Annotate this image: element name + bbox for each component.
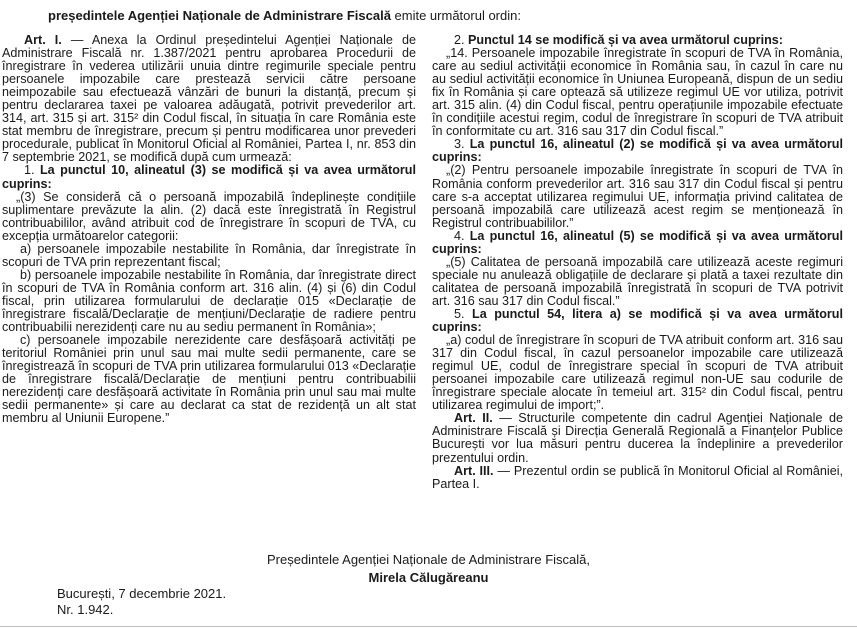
point-5-heading [432,308,843,334]
article-3-text: — Prezentul ordin se publică în Monitorul Oficial al României, Partea I. [432,463,844,491]
article-1-text: — Anexa la Ordinul președintelui Agenției Naționale de Administrare Fiscală nr. 1.387/2021 pentru aprobarea Procedurii de înregistrare în vederea utilizării unuia dintre regimurile speciale pentru persoanele impozabile care prestează servicii către persoane neimpozabile sau efectuează vânzări de bunuri la distanță, precum și pentru declararea taxei pe valoarea adăugată, potrivit prevederilor art. 314, art. 315 și art. 315² din Codul fiscal, în situația în care România este stat membru de înregistrare, precum și pentru modificarea unor prevederi procedurale, publicat în Monitorul Oficial al României, Partea I, nr. 853 din 7 septembrie 2021, se modifică după cum urmează: [2,33,416,165]
place-date: București, 7 decembrie 2021. [57,586,227,601]
bottom-divider [0,626,857,627]
article-3-label: Art. III. [454,463,494,478]
point-4-heading [432,230,843,256]
point-3-heading [432,138,843,164]
item-a: a) persoanele impozabile nestabilite în România, dar înregistrate în scopuri de TVA prin reprezentant fiscal; [2,241,416,269]
point-3-quote: „(2) Pentru persoanele impozabile înregistrate în scopuri de TVA în România conform prevederilor art. 316 sau 317 din Codul fiscal și pentru care s-a acceptat utilizarea regimului UE, informația privind calitatea de persoană impozabilă care utilizează acest regim se menționează în Registrul contribuabililor.” [432,163,843,230]
article-2-label: Art. II. [454,411,493,426]
item-c: c) persoanele impozabile nerezidente care desfășoară activități pe teritoriul României prin unul sau mai multe sedii permanente, care se înregistrează în scopuri de TVA prin utilizarea formularului 013 «Declarație de înregistrare fiscală/Declarație de mențiuni pentru contribuabilii nerezidenți care desfășoară activitate în România prin unul sau mai multe sedii permanente» și care au declarat ca stat de rezidență un alt stat membru al Uniunii Europene.” [2,333,416,426]
signatory-title: Președintele Agenției Naționale de Administrare Fiscală, [266,552,590,567]
intro-rest: emite următorul ordin: [390,8,521,23]
point-1-bold: La punctul 10, alineatul (3) se modifică și va avea următorul cuprins: [2,163,416,191]
order-number: Nr. 1.942. [57,602,114,617]
article-1-label: Art. I. [24,33,62,47]
left-column [2,34,416,425]
point-1-heading [2,164,416,190]
point-5-number: 5. [454,306,472,321]
order-intro [48,9,848,23]
item-b: b) persoanele impozabile nestabilite în România, dar înregistrate direct în scopuri de TVA în România conform art. 316 alin. (4) și (6) din Codul fiscal, prin utilizarea formularului de declarație 015 «Declarație de înregistrare fiscală/Declarație de mențiuni/Declarație de radiere pentru contribuabilii nerezidenți care nu au sediu permanent în România»; [2,267,416,335]
article-3 [432,465,843,491]
point-4-bold: La punctul 16, alineatul (5) se modifică și va avea următorul cuprins: [432,228,843,256]
right-column [432,34,843,491]
point-1-number: 1. [24,163,40,178]
point-2-number: 2. [454,33,469,47]
point-5-bold: La punctul 54, litera a) se modifică și va avea următorul cuprins: [432,306,843,335]
article-2 [432,412,843,464]
point-4-quote: „(5) Calitatea de persoană impozabilă care utilizează aceste regimuri speciale nu anulează obligațiile de declarare și plată a taxei rezultate din calitatea de persoană impozabilă înregistrată în scopuri de TVA potrivit art. 316 sau 317 din Codul fiscal.” [432,254,843,308]
point-2-bold: Punctul 14 se modifică și va avea următorul cuprins: [468,33,783,47]
signatory-name: Mirela Călugăreanu [368,570,489,585]
point-5-quote: „a) codul de înregistrare în scopuri de TVA atribuit conform art. 316 sau 317 din Codul fiscal, în cazul persoanelor impozabile care utilizează regimul UE, codul de înregistrare special în scopuri de TVA atribuit persoanei impozabile care utilizează regimul non-UE sau codurile de înregistrare speciale alocate în temeiul art. 315² din Codul fiscal, pentru utilizarea regimului de import;”. [432,333,843,413]
point-2-quote: „14. Persoanele impozabile înregistrate în scopuri de TVA în România, care au sediul activității economice în România sau, în cazul în care nu au sediul activității economice în Uniunea Europeană, dispun de un sediu fix în România și care optează să utilizeze regimul UE vor utiliza, potrivit art. 315 alin. (4) din Codul fiscal, pentru operațiunile impozabile efectuate în condițiile acestui regim, codul de înregistrare în scopuri de TVA atribuit în conformitate cu art. 316 sau 317 din Codul fiscal.” [432,46,843,139]
point-4-number: 4. [454,228,470,243]
article-2-text: — Structurile competente din cadrul Agenției Naționale de Administrare Fiscală și Direcția Generală Regională a Finanțelor Publice București vor lua măsuri pentru ducerea la îndeplinire a prevederilor prezentului ordin. [432,411,843,465]
point-3-number: 3. [454,137,470,152]
point-1-quote: „(3) Se consideră că o persoană impozabilă îndeplinește condițiile suplimentare prevăzute la alin. (2) dacă este înregistrată în Registrul contribuabililor, având atribuit cod de înregistrare în scopuri de TVA, cu excepția următoarelor categorii: [2,189,416,243]
point-3-bold: La punctul 16, alineatul (2) se modifică și va avea următorul cuprins: [432,137,843,165]
article-1 [2,34,416,164]
intro-issuer: președintele Agenției Naționale de Administrare Fiscală [48,8,391,23]
